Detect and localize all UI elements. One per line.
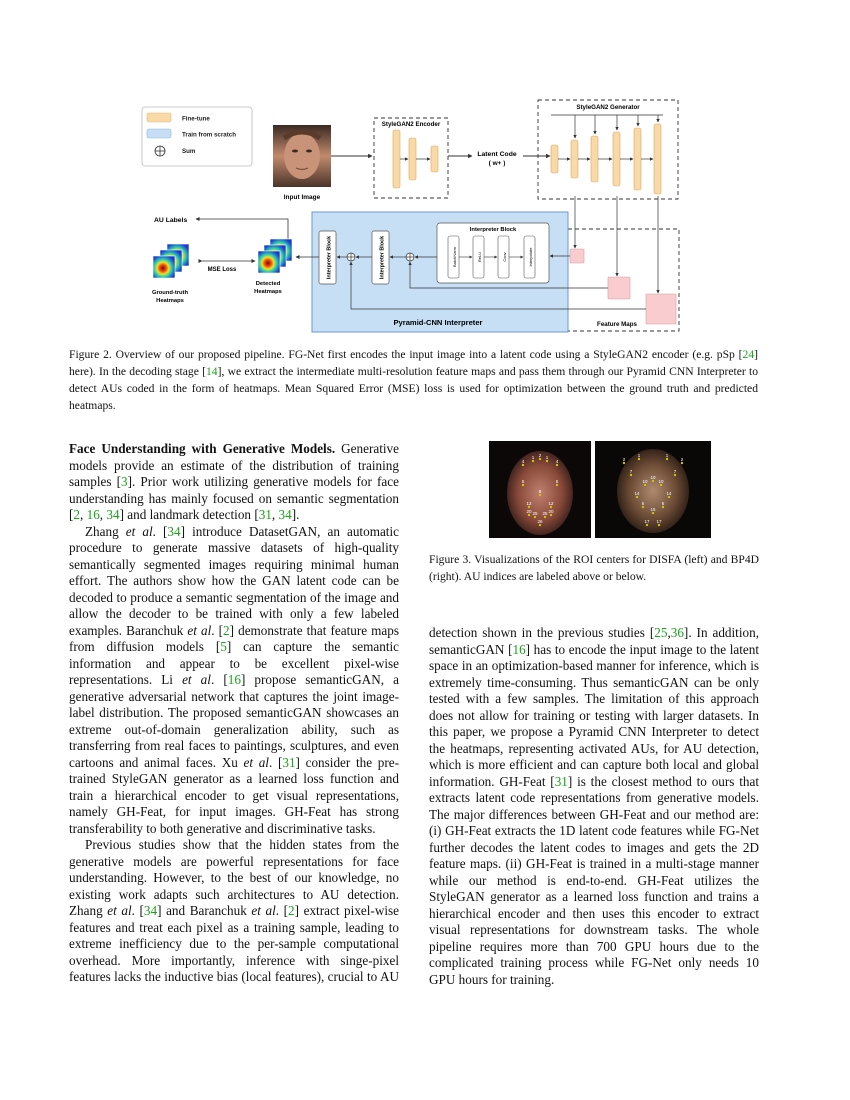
- disfa-au-index-label: 26: [537, 519, 543, 524]
- bp4d-au-index-label: 17: [644, 519, 650, 524]
- bp4d-roi-point: [674, 474, 676, 476]
- bp4d-au-index-label: 1: [665, 453, 669, 458]
- citation-link[interactable]: 31: [282, 754, 296, 770]
- disfa-au-index-label: 4: [555, 459, 559, 464]
- disfa-au-index-label: 1: [545, 455, 549, 460]
- disfa-roi-point: [539, 458, 541, 460]
- citation-link[interactable]: 16: [86, 507, 100, 522]
- disfa-au-index-label: 20: [526, 509, 532, 514]
- encoder-title: StyleGAN2 Encoder: [381, 121, 441, 128]
- disfa-roi-point: [528, 514, 530, 516]
- bp4d-au-index-label: 14: [634, 491, 640, 496]
- bp4d-roi-point: [681, 462, 683, 464]
- ground-truth-label-2: Heatmaps: [156, 298, 184, 304]
- citation-link[interactable]: 24: [742, 348, 755, 361]
- pyramid-title: Pyramid-CNN Interpreter: [393, 318, 483, 327]
- citation-link[interactable]: 34: [278, 507, 292, 522]
- citation-link[interactable]: 3: [121, 474, 128, 489]
- citation-link[interactable]: 2: [73, 507, 80, 522]
- citation-link[interactable]: 2: [288, 903, 295, 918]
- disfa-roi-point: [556, 484, 558, 486]
- bp4d-roi-point: [658, 524, 660, 526]
- citation-link[interactable]: 36: [670, 625, 684, 640]
- disfa-roi-point: [522, 464, 524, 466]
- bp4d-roi-point: [636, 496, 638, 498]
- disfa-au-index-label: 1: [531, 455, 535, 460]
- sum-node-1: [347, 253, 355, 261]
- au-labels: AU Labels: [154, 217, 188, 224]
- disfa-roi-point: [539, 494, 541, 496]
- bp4d-roi-point: [660, 484, 662, 486]
- disfa-roi-point: [539, 524, 541, 526]
- right-column: [429, 625, 759, 988]
- paragraph-related-work-intro: Face Understanding with Generative Models. Generative models provide an estimate of the distribution of training samples [3]. Prior work utilizing generative models for face understanding has mainly focused on semantic segmentation [2, 16, 34] and landmark detection [31, 34].: [69, 441, 399, 522]
- generator-title: StyleGAN2 Generator: [576, 104, 640, 111]
- citation-link[interactable]: 16: [512, 641, 526, 657]
- input-image: [273, 125, 331, 187]
- left-column: [69, 441, 399, 986]
- citation-link[interactable]: 25: [654, 625, 668, 640]
- bp4d-au-index-label: 14: [666, 491, 672, 496]
- bp4d-roi-point: [644, 484, 646, 486]
- figure-2-caption: Figure 2. Overview of our proposed pipeline. FG-Net first encodes the input image into a latent code using a StyleGAN2 encoder (e.g. pSp [24] here). In the decoding stage [14], we extract the intermediate multi-resolution feature maps and pass them through our Pyramid CNN Interpreter to detect AUs coded in the form of heatmaps. Mean Squared Error (MSE) loss is used for optimization between the ground truth and predicted heatmaps.: [69, 348, 759, 412]
- op-conv: Conv: [502, 252, 507, 262]
- bp4d-au-index-label: 6: [641, 501, 645, 506]
- citation-link[interactable]: 34: [167, 523, 181, 539]
- disfa-au-index-label: 20: [548, 509, 554, 514]
- interpreter-block-b-label: Interpreter Block: [379, 235, 386, 280]
- bp4d-au-index-label: 6: [661, 501, 665, 506]
- figure-3-caption: Figure 3. Visualizations of the ROI centers for DISFA (left) and BP4D (right). AU indices are labeled above or below.: [429, 553, 759, 583]
- citation-link[interactable]: 2: [223, 622, 230, 638]
- detected-heatmaps-label: Detected: [255, 281, 281, 287]
- citation-link[interactable]: 31: [554, 773, 568, 789]
- disfa-roi-point: [534, 516, 536, 518]
- legend-finetune-swatch: [147, 113, 171, 122]
- disfa-au-index-label: 12: [526, 501, 532, 506]
- disfa-au-index-label: 12: [548, 501, 554, 506]
- bp4d-roi-point: [623, 462, 625, 464]
- disfa-au-index-label: 25: [542, 511, 548, 516]
- bp4d-au-index-label: 10: [658, 479, 664, 484]
- disfa-roi-point: [556, 464, 558, 466]
- op-interpolate: Interpolate: [528, 247, 533, 267]
- feature-map-blocks: [570, 249, 676, 324]
- bp4d-au-index-label: 2: [622, 457, 626, 462]
- latent-code-w-label: ( w+ ): [488, 160, 506, 167]
- bp4d-au-index-label: 17: [656, 519, 662, 524]
- disfa-au-index-label: 9: [538, 489, 542, 494]
- section-heading: Face Understanding with Generative Models.: [69, 441, 336, 456]
- citation-link[interactable]: 34: [106, 507, 120, 522]
- paragraph-previous-studies: Previous studies show that the hidden states from the generative models are powerful representations for face understanding. However, to the best of our knowledge, no existing work adapts such architectures to AU detection. Zhang et al. [34] and Baranchuk et al. [2] extract pixel-wise features and treat each pixel as a training sample, leading to extreme inefficiency due to the per-sample computational overhead. More importantly, inference with singe-pixel features lacks the inductive bias (local features), crucial to AU: [69, 837, 399, 984]
- bp4d-au-index-label: 2: [680, 457, 684, 462]
- detected-heatmaps-label-2: Heatmaps: [254, 289, 282, 295]
- bp4d-roi-point: [652, 512, 654, 514]
- citation-link[interactable]: 14: [205, 365, 218, 378]
- disfa-roi-point: [532, 460, 534, 462]
- legend-scratch-label: Train from scratch: [182, 131, 236, 139]
- bp4d-au-index-label: 1: [637, 453, 641, 458]
- bp4d-face-image: [595, 441, 711, 538]
- op-batchnorm: BatchNorm: [452, 246, 457, 268]
- sum-icon: [155, 146, 165, 156]
- interpreter-block-title: Interpreter Block: [469, 227, 517, 233]
- legend: [142, 107, 252, 166]
- bp4d-au-index-label: 10: [650, 475, 656, 480]
- disfa-roi-point: [544, 516, 546, 518]
- disfa-au-index-label: 2: [538, 453, 542, 458]
- disfa-roi-point: [550, 506, 552, 508]
- disfa-roi-point: [550, 514, 552, 516]
- bp4d-au-index-label: 15: [650, 507, 656, 512]
- legend-scratch-swatch: [147, 129, 171, 138]
- sum-node-2: [406, 253, 414, 261]
- paragraph-datasetgan: Zhang et al. [34] introduce DatasetGAN, an automatic procedure to generate massive datasets of high-quality semantically segmented images requiring minimal human effort. The authors show how the GAN latent code can be decoded to produce a semantic segmentation of the image and allow the decoder to be trained with only a few labeled examples. Baranchuk et al. [2] demonstrate that feature maps from diffusion models [5] can capture the semantic information and appear to be excellent pixel-wise representations. Li et al. [16] propose semanticGAN, a generative adversarial network that captures the joint image-label distribution. The proposed semanticGAN showcases an extreme out-of-domain generalization ability, such as transferring from real faces to paintings, sculptures, and even cartoons and animal faces. Xu et al. [31] consider the pre-trained StyleGAN generator as a learned loss function and train a hierarchical encoder to get visual representations, namely GH-Feat, for input images. GH-Feat has strong transferability to both generative and discriminative tasks.: [69, 523, 400, 836]
- figure-2-pipeline-diagram: [138, 98, 686, 342]
- bp4d-au-index-label: 10: [642, 479, 648, 484]
- ground-truth-heatmaps: [153, 244, 189, 278]
- ground-truth-label: Ground-truth: [151, 290, 189, 296]
- bp4d-roi-point: [668, 496, 670, 498]
- citation-link[interactable]: 31: [258, 507, 272, 522]
- paragraph-continued: detection shown in the previous studies [25,36]. In addition, semanticGAN [16] has to encode the input image to the latent space in an optimization-based manner for inference, which is extremely time-consuming. Thus semanticGAN can be only tested with a few samples. The limitation of this approach does not allow for training or testing with larger datasets. In this paper, we propose a Pyramid CNN Interpreter to detect the heatmaps, representing activated AUs, for AU detection, which is more efficient and can capture both local and global information. GH-Feat [31] is the closest method to ours that extracts latent code representations from generative models. The major differences between GH-Feat and our method are: (i) GH-Feat extracts the 1D latent code features while FG-Net further decodes the latent codes to images and gets the 2D feature maps. (ii) GH-Feat is trained in a multi-stage manner while our method is end-to-end. GH-Feat utilizes the StyleGAN generator as a learned loss function and trains a hierarchical encoder and then uses this encoder to extract visual representations for downstream tasks. The whole pipeline requires more than 700 GPU hours due to the complicated training process while FG-Net only needs 10 GPU hours for training.: [429, 625, 759, 987]
- bp4d-roi-point: [638, 458, 640, 460]
- bp4d-roi-point: [646, 524, 648, 526]
- figure-3-roi-visualization: [489, 441, 711, 538]
- detected-heatmaps: [258, 239, 292, 273]
- disfa-roi-point: [528, 506, 530, 508]
- disfa-au-index-label: 4: [521, 459, 525, 464]
- citation-link[interactable]: 5: [220, 639, 227, 654]
- disfa-roi-point: [522, 484, 524, 486]
- disfa-au-index-label: 6: [521, 479, 525, 484]
- legend-sum-label: Sum: [182, 148, 196, 155]
- disfa-roi-point: [546, 460, 548, 462]
- feature-maps-label: Feature Maps: [597, 321, 637, 328]
- bp4d-roi-point: [642, 506, 644, 508]
- bp4d-roi-point: [652, 480, 654, 482]
- encoder-layers: [393, 130, 438, 188]
- latent-code-label: Latent Code: [477, 151, 517, 158]
- bp4d-roi-point: [666, 458, 668, 460]
- citation-link[interactable]: 34: [143, 903, 158, 918]
- bp4d-roi-point: [630, 474, 632, 476]
- bp4d-au-index-label: 7: [629, 469, 633, 474]
- input-image-label: Input Image: [283, 194, 321, 201]
- interpreter-block-a-label: Interpreter Block: [326, 235, 333, 280]
- citation-link[interactable]: 16: [227, 672, 241, 687]
- legend-finetune-label: Fine-tune: [182, 115, 210, 123]
- disfa-au-index-label: 25: [532, 511, 538, 516]
- bp4d-au-index-label: 7: [673, 469, 677, 474]
- bp4d-roi-point: [662, 506, 664, 508]
- mse-loss-label: MSE Loss: [207, 267, 237, 273]
- op-relu: ReLU: [477, 251, 482, 263]
- disfa-au-index-label: 6: [555, 479, 559, 484]
